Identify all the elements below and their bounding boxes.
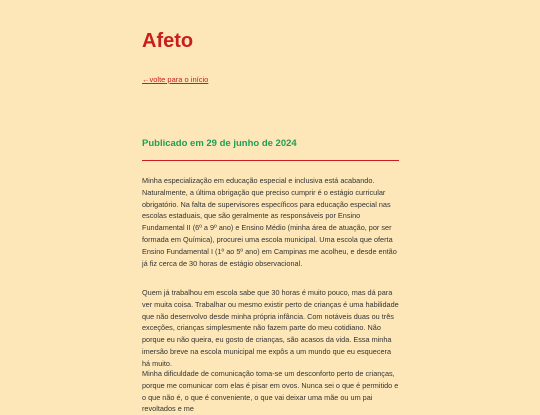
site-title[interactable]: Afeto: [142, 30, 194, 52]
post-paragraph: Minha especialização em educação especial e inclusiva está acabando. Naturalmente, a última obrigação que preciso cumprir é o estágio curricular obrigatório. Na falta de supervisores específicos para educação especial nas escolas estaduais, que são geralmente as responsáveis por Ensino Fundamental II (6º a 9º ano) e Ensino Médio (minha área de atuação, por ser formada em Química), procurei uma escola municipal. Uma escola que oferta Ensino Fundamental I (1º ao 5º ano) em Campinas me acolheu, e desde então já fiz cerca de 30 horas de estágio observacional.: [142, 176, 397, 268]
divider: [142, 160, 399, 161]
post-paragraph: Minha dificuldade de comunicação toma-se um desconforto perto de crianças, porque me comunicar com elas é pisar em ovos. Nunca sei o que é permitido e o que não é, o que é conveniente, o que vai deixar uma mãe ou um pai revoltados e me: [142, 369, 399, 414]
back-to-home-link[interactable]: ←volte para o início: [142, 75, 209, 84]
post-paragraph: Quem já trabalhou em escola sabe que 30 horas é muito pouco, mas dá para ver muita coisa. Trabalhar ou mesmo existir perto de crianças é uma habilidade que não desenvolvo desde minha própria infância. Com notáveis duas ou três exceções, crianças simplesmente não fazem parte do meu cotidiano. Não porque eu não queira, eu gosto de crianças, são acasos da vida. Essa minha imersão breve na escola municipal me expôs a um mundo que eu esquecera há muito.: [142, 288, 399, 368]
post-published-date: Publicado em 29 de junho de 2024: [142, 138, 297, 149]
